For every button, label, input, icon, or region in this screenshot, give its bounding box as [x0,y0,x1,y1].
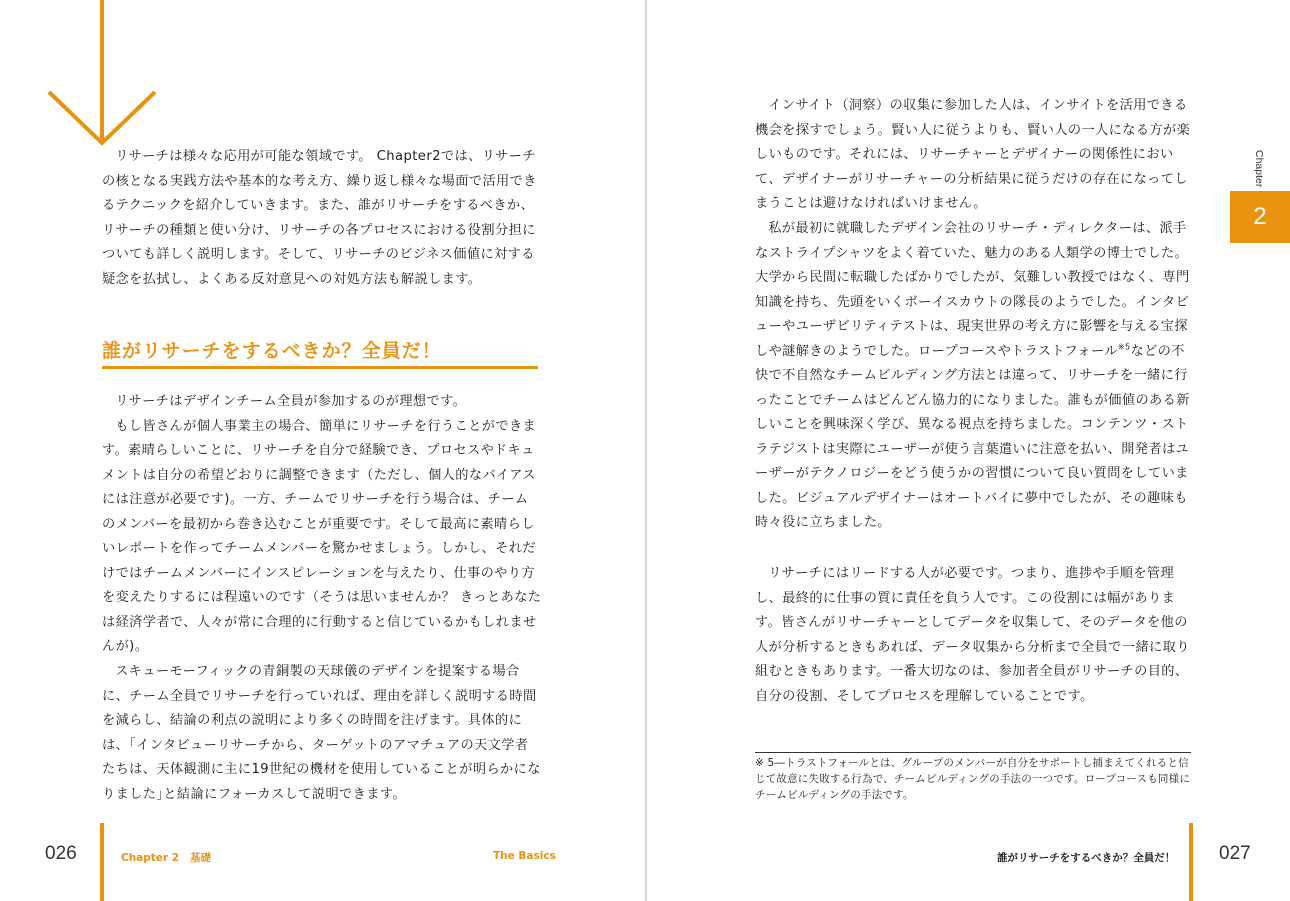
footer-bar-right [1189,823,1193,901]
body-paragraph-2: もし皆さんが個人事業主の場合、簡単にリサーチを行うことができます。素晴らしいことに、リサーチを自分で経験でき、プロセスやドキュメントは自分の希望どおりに調整できます（ただし、個人的なバイアスには注意が必要です)。一方、チームでリサーチを行う場合は、チームのメンバーを最初から巻き込むことが重要です。そして最高に素晴らしいレポートを作ってチームメンバーを驚かせましょう。しかし、それだけではチームメンバーにインスピレーションを与えたり、仕事のやり方を変えたりするには程遠いのです（そうは思いませんか？ きっとあなたは経済学者で、人々が常に合理的に行動すると信じているかもしれませんが)。 [102,418,542,654]
heading-rule [102,366,538,369]
chapter-tab: 2 [1230,191,1290,243]
footer-chapter-title: 基礎 [190,852,212,864]
footer-chapter [121,850,211,865]
right-paragraph-2-text-b: などの不快で不自然なチームビルディング方法とは違って、リサーチを一緒に行ったことでチームはどんどん協力的になりました。誰もが価値のある新しいことを興味深く学び、異なる視点を持ちました。コンテンツ・ストラテジストは実際にユーザーが使う言葉遣いに注意を払い、開発者はユーザーがテクノロジーをどう使うかの習慣について良い質問をしていました。ビジュアルデザイナーはオートバイに夢中でしたが、その趣味も時々役に立ちました。 [755,343,1190,530]
footnote: ※ 5―トラストフォールとは、グループのメンバーが自分をサポートし捕まえてくれると信じて故意に失敗する行為で、チームビルディングの手法の一つです。ロープコースも同様にチームビルディングの手法です。 [755,752,1191,803]
right-paragraph-2-text-a: 私が最初に就職したデザイン会社のリサーチ・ディレクターは、派手なストライプシャツをよく着ていた、魅力のある人類学の博士でした。大学から民間に転職したばかりでしたが、気難しい教授ではなく、専門知識を持ち、先頭をいくボーイスカウトの隊長のようでした。インタビューやユーザビリティテストは、現実世界の考え方に影響を与える宝探しや謎解きのようでした。ロープコースやトラストフォール [755,221,1190,359]
down-arrow-icon [46,0,158,150]
footer-chapter-number: Chapter 2 [121,852,180,864]
page-number-left: 026 [45,843,77,864]
right-paragraph-1: インサイト（洞察）の収集に参加した人は、インサイトを活用できる機会を探すでしょう。賢い人に従うよりも、賢い人の一人になる方が楽しいものです。それには、リサーチャーとデザイナーの関係性において、デザイナーがリサーチャーの分析結果に従うだけの存在になってしまうことは避けなければいけません。 [755,98,1191,211]
footer-running-title: 誰がリサーチをするべきか？全員だ！ [997,852,1176,864]
footnote-marker: ※5 [1117,342,1131,352]
footer-bar-left [100,823,104,901]
page-number-right: 027 [1219,843,1251,864]
section-heading: 誰がリサーチをするべきか？全員だ！ [102,340,442,362]
footer-english-title: The Basics [493,850,556,862]
page-divider [645,0,647,901]
right-paragraph-2 [755,217,1197,536]
body-paragraph-3: スキューモーフィックの青銅製の天球儀のデザインを提案する場合に、チーム全員でリサーチを行っていれば、理由を詳しく説明する時間を減らし、結論の利点の説明により多くの時間を注げます。具体的には、｢インタビューリサーチから、ターゲットのアマチュアの天文学者たちは、天体観測に主に19世紀の機材を使用していることが明らかになりました｣と結論にフォーカスして説明できます。 [102,664,541,802]
chapter-label: Chapter [1253,150,1265,188]
body-paragraph-1: リサーチはデザインチーム全員が参加するのが理想です。 [115,394,467,409]
intro-paragraph: リサーチは様々な応用が可能な領域です。 Chapter2では、リサーチの核となる実践方法や基本的な考え方、繰り返し様々な場面で活用できるテクニックを紹介していきます。また、誰がリサーチをするべきか、リサーチの種類と使い分け、リサーチの各プロセスにおける役割分担についても詳しく説明します。そして、リサーチのビジネス価値に対する疑念を払拭し、よくある反対意見への対処方法も解説します。 [102,149,537,287]
right-paragraph-3: リサーチにはリードする人が必要です。つまり、進捗や手順を管理し、最終的に仕事の質に責任を負う人です。この役割には幅があります。皆さんがリサーチャーとしてデータを収集して、そのデータを他の人が分析するときもあれば、データ収集から分析まで全員で一緒に取り組むときもあります。一番大切なのは、参加者全員がリサーチの目的、自分の役割、そしてプロセスを理解していることです。 [755,566,1190,704]
